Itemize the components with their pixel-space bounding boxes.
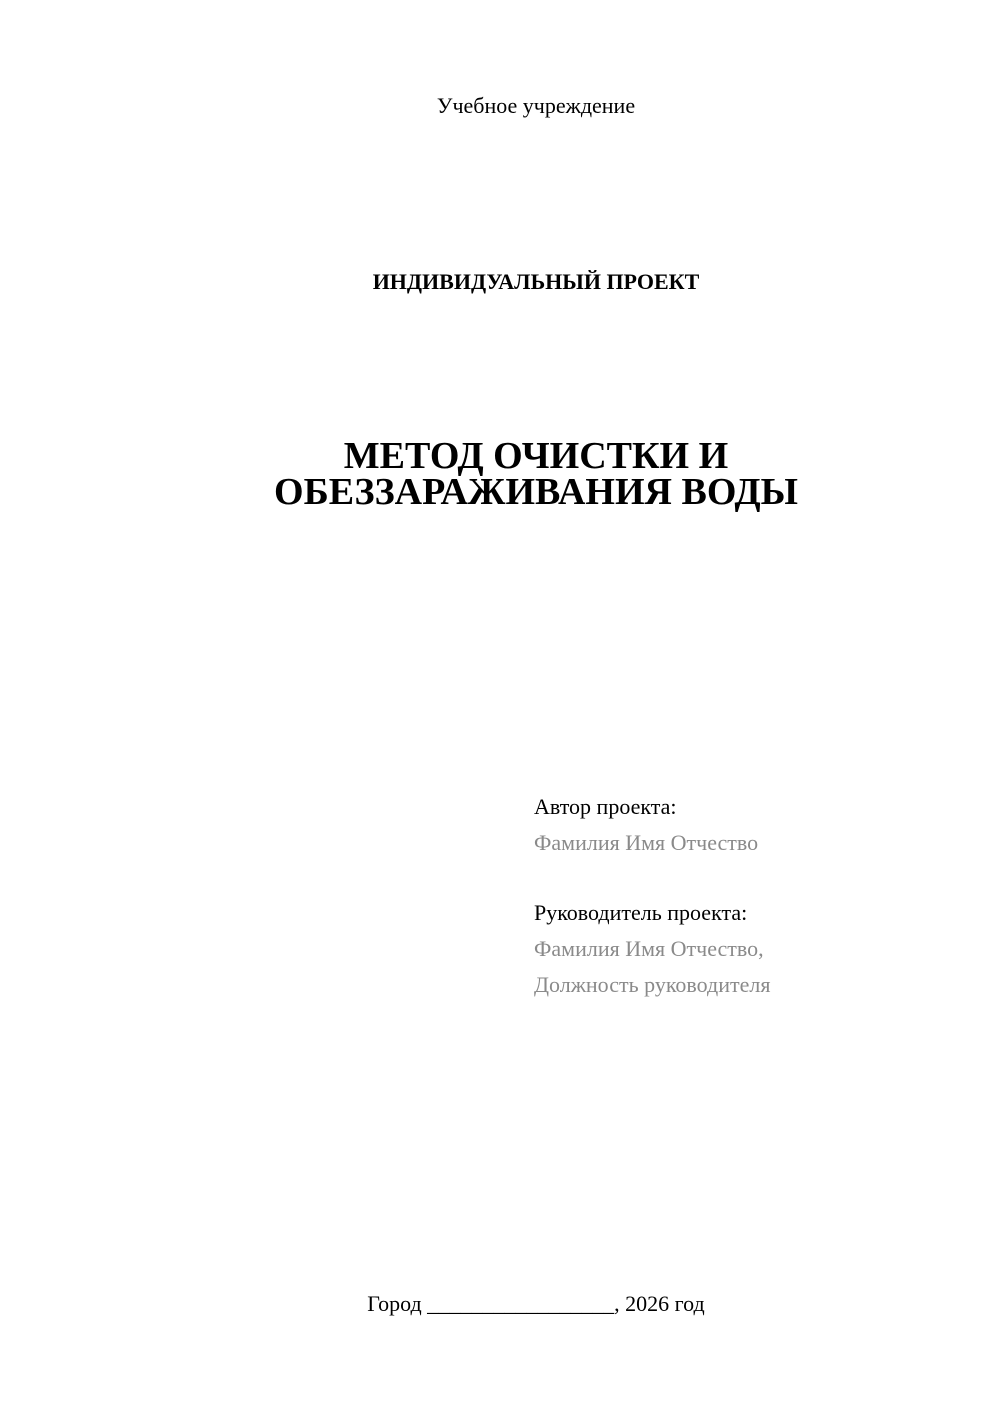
project-credits bbox=[534, 789, 954, 1003]
project-title-line-2: ОБЕЗЗАРАЖИВАНИЯ ВОДЫ bbox=[274, 471, 798, 513]
supervisor-name: Фамилия Имя Отчество, bbox=[534, 936, 764, 961]
project-title-line-1: МЕТОД ОЧИСТКИ И bbox=[343, 435, 729, 477]
city-year-line: Город _________________, 2026 год bbox=[367, 1291, 705, 1316]
supervisor-label: Руководитель проекта: bbox=[534, 900, 748, 925]
author-label: Автор проекта: bbox=[534, 794, 677, 819]
spacer bbox=[534, 861, 954, 895]
author-name: Фамилия Имя Отчество bbox=[534, 830, 759, 855]
project-title bbox=[0, 435, 1000, 513]
institution-name: Учебное учреждение bbox=[436, 93, 636, 118]
document-type: ИНДИВИДУАЛЬНЫЙ ПРОЕКТ bbox=[372, 269, 700, 294]
supervisor-position: Должность руководителя bbox=[534, 972, 771, 997]
